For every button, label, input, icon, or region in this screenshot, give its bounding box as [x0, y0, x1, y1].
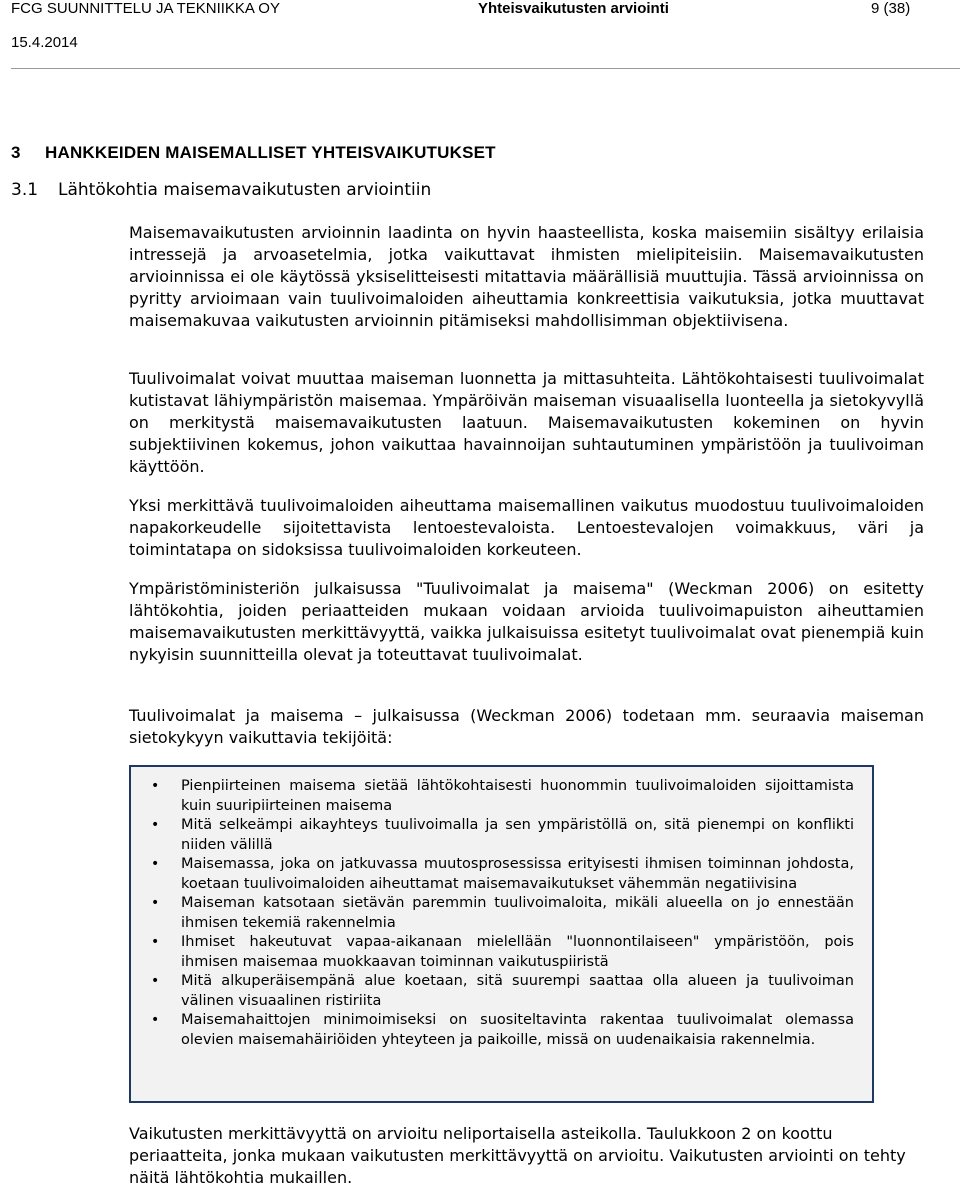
- page-header: [0, 0, 960, 70]
- list-item: • Pienpiirteinen maisema sietää lähtökohtaisesti huonommin tuulivoimaloiden sijoittamista kuin suuripiirteinen maisema: [151, 778, 854, 814]
- bullet-icon: •: [151, 895, 160, 911]
- bullet-icon: •: [151, 817, 160, 833]
- subsection-title: Lähtökohtia maisemavaikutusten arviointiin: [58, 180, 432, 200]
- header-divider: [11, 68, 960, 69]
- bullet-icon: •: [151, 1012, 160, 1028]
- header-title: Yhteisvaikutusten arviointi: [478, 0, 669, 17]
- subsection-heading: [11, 180, 431, 200]
- bullet-icon: •: [151, 778, 160, 794]
- bullet-icon: •: [151, 934, 160, 950]
- section-heading: [11, 143, 496, 163]
- list-item: • Maiseman katsotaan sietävän paremmin tuulivoimaloita, mikäli alueella on jo ennestään ihmisen tekemiä rakennelmia: [151, 895, 854, 931]
- paragraph: Vaikutusten merkittävyyttä on arvioitu neliportaisella asteikolla. Taulukkoon 2 on koottu periaatteita, jonka mukaan vaikutusten merkittävyyttä on arvioitu. Vaikutusten arviointi on tehty näitä lähtökohtia mukaillen.: [129, 1124, 906, 1187]
- header-date: 15.4.2014: [11, 34, 78, 51]
- paragraph: Maisemavaikutusten arvioinnin laadinta on hyvin haasteellista, koska maisemiin sisältyy erilaisia intressejä ja arvoasetelmia, jotka vaikuttavat ihmisten mielipiteisiin. Maisemavaikutusten arvioinnissa ei ole käytössä yksiselitteisesti mitattavia määrällisiä muuttujia. Tässä arvioinnissa on pyritty arvioimaan vain tuulivoimaloiden aiheuttamia konkreettisia vaikutuksia, jotka muuttavat maisemakuvaa vaikutusten arvioinnin pitämiseksi mahdollisimman objektiivisena.: [129, 223, 924, 330]
- factors-list: [151, 777, 854, 1050]
- section-number: 3: [11, 143, 21, 162]
- paragraph: Ympäristöministeriön julkaisussa "Tuulivoimalat ja maisema" (Weckman 2006) on esitetty lähtökohtia, joiden periaatteiden mukaan voidaan arvioida tuulivoimapuiston aiheuttamien maisemavaikutusten merkittävyyttä, vaikka julkaisuissa esitetyt tuulivoimalat ovat pienempiä kuin nykyisin suunnitteilla olevat ja toteuttavat tuulivoimalat.: [129, 579, 924, 664]
- list-item: • Maisemassa, joka on jatkuvassa muutosprosessissa erityisesti ihmisen toiminnan johdosta, koetaan tuulivoimaloiden aiheuttamat maisemavaikutukset vähemmän negatiivisina: [151, 856, 854, 892]
- list-item: • Maisemahaittojen minimoimiseksi on suositeltavinta rakentaa tuulivoimalat olemassa olevien maisemahäiriöiden yhteyteen ja paikoille, missä on uudenaikaisia rakennelmia.: [151, 1012, 854, 1048]
- header-page-number: 9 (38): [871, 0, 911, 17]
- subsection-number: 3.1: [11, 180, 39, 200]
- list-item: • Mitä alkuperäisempänä alue koetaan, sitä suurempi saattaa olla alueen ja tuulivoiman välinen visuaalinen ristiriita: [151, 973, 854, 1009]
- paragraph: Yksi merkittävä tuulivoimaloiden aiheuttama maisemallinen vaikutus muodostuu tuulivoimaloiden napakorkeudelle sijoitettavista lentoestevaloista. Lentoestevalojen voimakkuus, väri ja toimintatapa on sidoksissa tuulivoimaloiden korkeuteen.: [129, 496, 924, 559]
- section-title: HANKKEIDEN MAISEMALLISET YHTEISVAIKUTUKSET: [45, 143, 496, 162]
- bullet-icon: •: [151, 856, 160, 872]
- bullet-icon: •: [151, 973, 160, 989]
- list-item: • Mitä selkeämpi aikayhteys tuulivoimalla ja sen ympäristöllä on, sitä pienempi on konflikti niiden välillä: [151, 817, 854, 853]
- paragraph: Tuulivoimalat voivat muuttaa maiseman luonnetta ja mittasuhteita. Lähtökohtaisesti tuulivoimalat kutistavat lähiympäristön maisemaa. Ympäröivän maiseman visuaalisella luonteella ja sietokyvyllä on merkitystä maisemavaikutusten laatuun. Maisemavaikutusten kokeminen on hyvin subjektiivinen kokemus, johon vaikuttaa havainnoijan suhtautuminen ympäristöön ja tuulivoiman käyttöön.: [129, 369, 924, 476]
- list-item: • Ihmiset hakeutuvat vapaa-aikanaan mielellään "luonnontilaiseen" ympäristöön, pois ihmisen maisemaa muokkaavan toiminnan vaikutuspiiristä: [151, 934, 854, 970]
- factors-box: [129, 765, 874, 1103]
- header-company: FCG SUUNNITTELU JA TEKNIIKKA OY: [11, 0, 280, 17]
- paragraph: Tuulivoimalat ja maisema – julkaisussa (Weckman 2006) todetaan mm. seuraavia maiseman sietokykyyn vaikuttavia tekijöitä:: [129, 706, 924, 747]
